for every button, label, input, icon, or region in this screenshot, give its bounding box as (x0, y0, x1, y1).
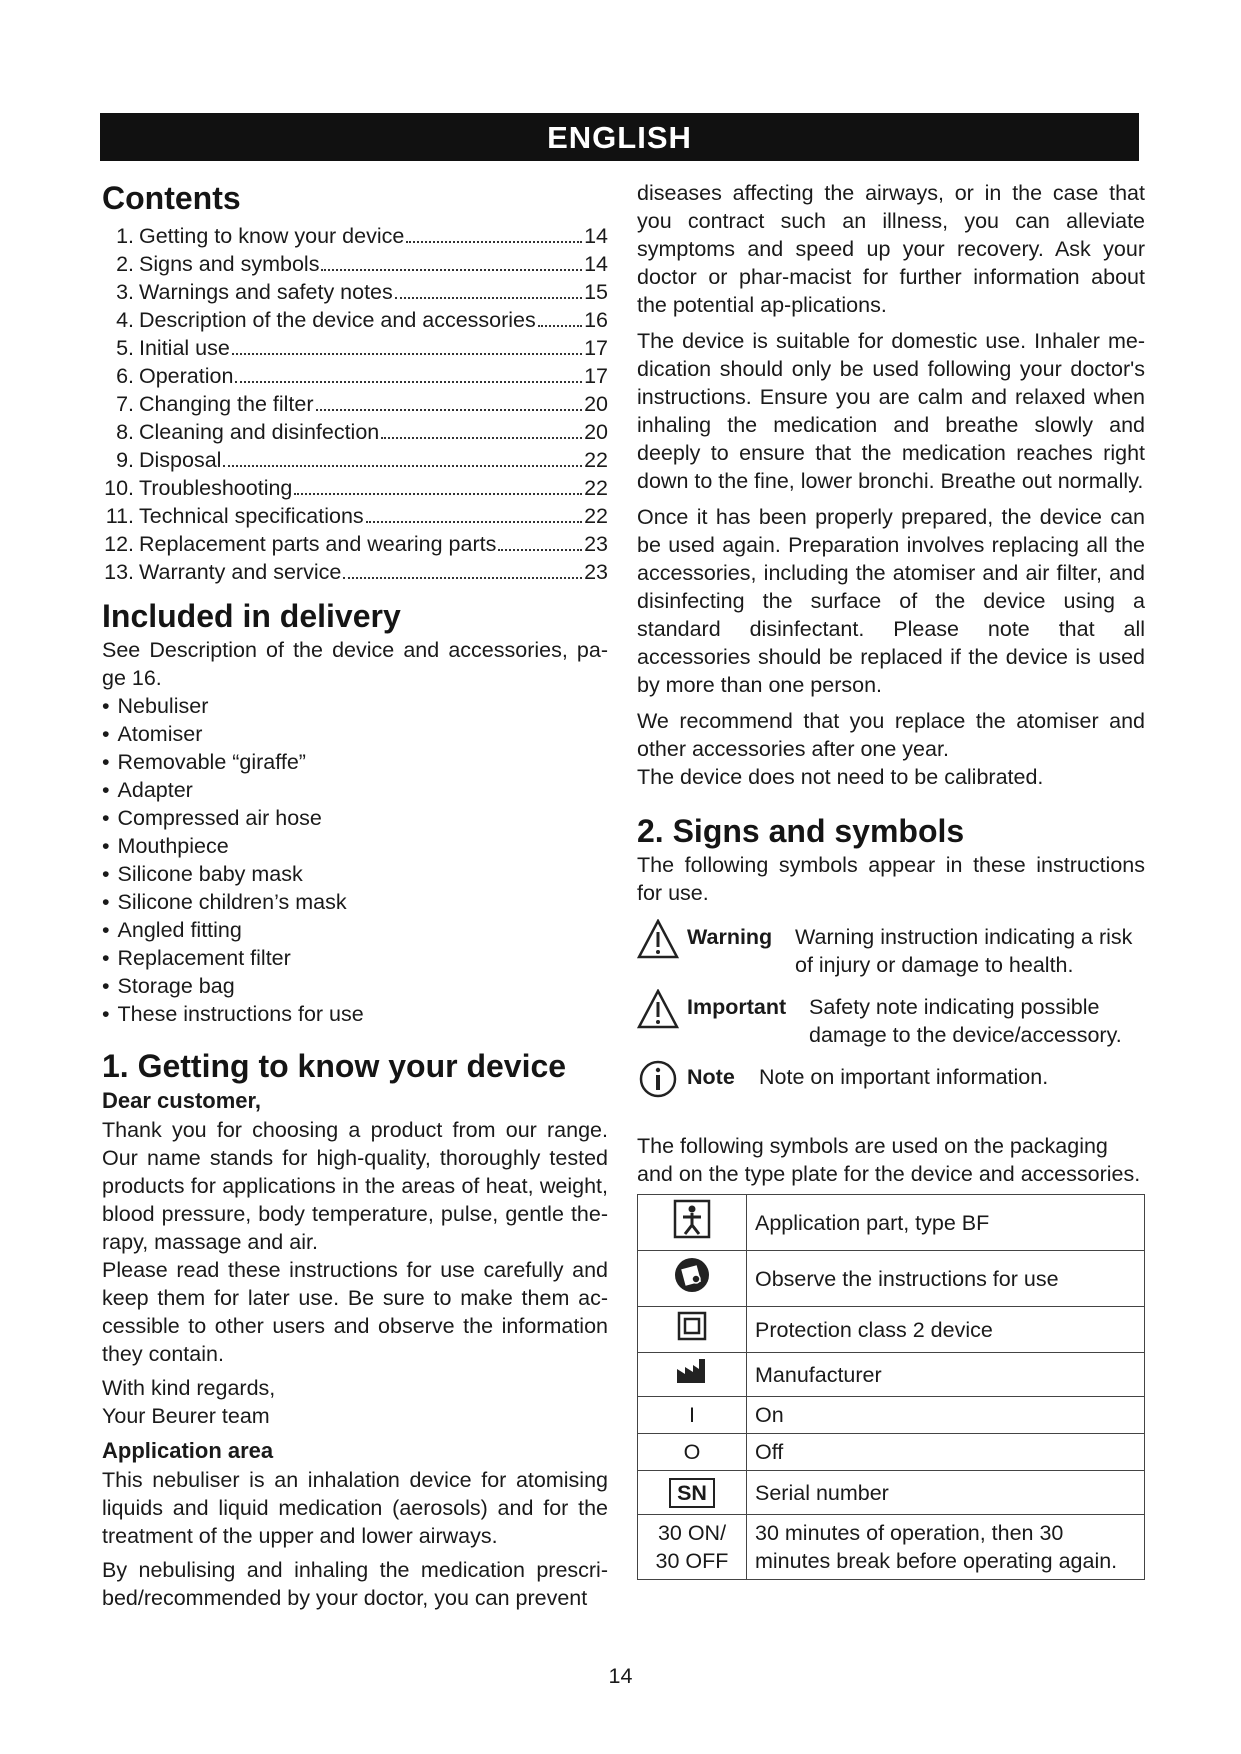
table-row (638, 1397, 1145, 1434)
table-row (638, 1515, 1145, 1580)
info-icon (637, 1059, 687, 1106)
note-text: Warning instruction indicating a risk of injury or damage to health. (795, 925, 1133, 977)
toc-entry[interactable]: 6. Operation 17 (116, 364, 608, 388)
right-column (637, 179, 1145, 1580)
toc-entry[interactable]: 3. Warnings and safety notes 15 (116, 280, 608, 304)
delivery-list (102, 692, 608, 1028)
section1-paragraph: The device does not need to be calibrated. (637, 765, 1044, 789)
symbols-table (637, 1194, 1145, 1580)
symbol-description: Off (747, 1434, 1145, 1471)
regards-line: Your Beurer team (102, 1404, 270, 1428)
toc-entry[interactable]: 10. Troubleshooting 22 (104, 476, 608, 500)
section1-paragraph: diseases affecting the airways, or in the case that you contract such an illness, you can alleviate symptoms and speed up your recovery. Ask your doctor or phar-macist for further information about the potential ap-plications. (637, 181, 1145, 317)
page-number: 14 (608, 1664, 633, 1688)
section1-paragraph: This nebuliser is an inhalation device for atomising liquids and liquid medication (aerosols) and for the treatment of the upper and lower airways. (102, 1468, 608, 1548)
table-row (638, 1307, 1145, 1353)
list-item: • Removable “giraffe” (102, 748, 608, 776)
list-item: • Compressed air hose (102, 804, 608, 832)
section1-paragraph: By nebulising and inhaling the medication prescri-bed/recommended by your doctor, you can prevent (102, 1558, 608, 1610)
toc-entry[interactable]: 12. Replacement parts and wearing parts 23 (104, 532, 608, 556)
section1-paragraph: The device is suitable for domestic use. Inhaler me-dication should only be used following your doctor's instructions. Ensure you are calm and relaxed when inhaling the medication and breathe slowly and deeply to ensure that the medication reaches right down to the fine, lower bronchi. Breathe out normally. (637, 329, 1145, 493)
note-text: Note on important information. (759, 1065, 1049, 1089)
left-column (102, 178, 608, 1612)
toc-entry[interactable]: 13. Warranty and service 23 (104, 560, 608, 584)
list-item: • Angled fitting (102, 916, 608, 944)
warning-triangle-icon (637, 919, 687, 966)
list-item: • Silicone children’s mask (102, 888, 608, 916)
symbol-description: Protection class 2 device (747, 1307, 1145, 1353)
type-bf-icon (638, 1195, 747, 1251)
duty-cycle-symbol: 30 ON/ 30 OFF (638, 1515, 747, 1580)
on-symbol: I (638, 1397, 747, 1434)
list-item: • Nebuliser (102, 692, 608, 720)
toc-entry[interactable]: 5. Initial use 17 (116, 336, 608, 360)
section1-paragraph: Thank you for choosing a product from our range. Our name stands for high-quality, thoroughly tested products for applications in the areas of heat, weight, blood pressure, body temperature, pulse, gentle the-rapy, massage and air. (102, 1118, 608, 1254)
language-header: ENGLISH (100, 113, 1139, 161)
note-label: Important (687, 995, 787, 1019)
manufacturer-icon (638, 1353, 747, 1397)
toc-entry[interactable]: 2. Signs and symbols 14 (116, 252, 608, 276)
regards-line: With kind regards, (102, 1376, 276, 1400)
symbol-notes (637, 919, 1145, 1106)
list-item: • Mouthpiece (102, 832, 608, 860)
application-area-heading: Application area (102, 1438, 274, 1463)
list-item: • Replacement filter (102, 944, 608, 972)
section2-intro: The following symbols appear in these instructions for use. (637, 853, 1145, 905)
section1-heading: 1. Getting to know your device (102, 1048, 567, 1084)
off-symbol: O (638, 1434, 747, 1471)
section2-heading: 2. Signs and symbols (637, 813, 965, 849)
section1-paragraph: Once it has been properly prepared, the device can be used again. Preparation involves replacing all the accessories, including the atomiser and air filter, and disinfecting the surface of the device using a standard disinfectant. Please note that all accessories should be replaced if the device is used by more than one person. (637, 505, 1145, 697)
packaging-intro: The following symbols are used on the packaging and on the type plate for the device and accessories. (637, 1134, 1141, 1186)
note-label: Note (687, 1065, 735, 1089)
delivery-intro: See Description of the device and accessories, pa-ge 16. (102, 638, 608, 690)
toc-entry[interactable]: 7. Changing the filter 20 (116, 392, 608, 416)
warning-triangle-icon (637, 989, 687, 1036)
warning-note (637, 919, 1145, 979)
table-row (638, 1471, 1145, 1515)
table-of-contents (102, 222, 608, 586)
symbol-description: Serial number (747, 1471, 1145, 1515)
note-label: Warning (687, 925, 773, 949)
contents-heading: Contents (102, 180, 241, 216)
table-row (638, 1434, 1145, 1471)
section1-paragraph: We recommend that you replace the atomiser and other accessories after one year. (637, 709, 1145, 761)
serial-number-symbol: SN (638, 1471, 747, 1515)
toc-entry[interactable]: 4. Description of the device and accessories 16 (116, 308, 608, 332)
toc-entry[interactable]: 8. Cleaning and disinfection 20 (116, 420, 608, 444)
list-item: • Adapter (102, 776, 608, 804)
class2-icon (638, 1307, 747, 1353)
section1-paragraph: Please read these instructions for use carefully and keep them for later use. Be sure to make them ac-cessible to other users and observe the information they contain. (102, 1258, 608, 1366)
table-row (638, 1195, 1145, 1251)
instructions-icon (638, 1251, 747, 1307)
table-row (638, 1251, 1145, 1307)
greeting: Dear customer, (102, 1088, 261, 1113)
info-note (637, 1059, 1145, 1106)
toc-entry[interactable]: 9. Disposal 22 (116, 448, 608, 472)
note-text: Safety note indicating possible damage to the device/accessory. (809, 995, 1122, 1047)
toc-entry[interactable]: 1. Getting to know your device 14 (116, 224, 608, 248)
list-item: • Silicone baby mask (102, 860, 608, 888)
important-note (637, 989, 1145, 1049)
list-item: • Atomiser (102, 720, 608, 748)
delivery-heading: Included in delivery (102, 598, 401, 634)
toc-entry[interactable]: 11. Technical specifications 22 (105, 504, 608, 528)
table-row (638, 1353, 1145, 1397)
symbol-description: On (747, 1397, 1145, 1434)
list-item: • Storage bag (102, 972, 608, 1000)
symbol-description: Observe the instructions for use (747, 1251, 1145, 1307)
list-item: • These instructions for use (102, 1000, 608, 1028)
symbol-description: 30 minutes of operation, then 30 minutes break before operating again. (747, 1515, 1145, 1580)
symbol-description: Application part, type BF (747, 1195, 1145, 1251)
symbol-description: Manufacturer (747, 1353, 1145, 1397)
